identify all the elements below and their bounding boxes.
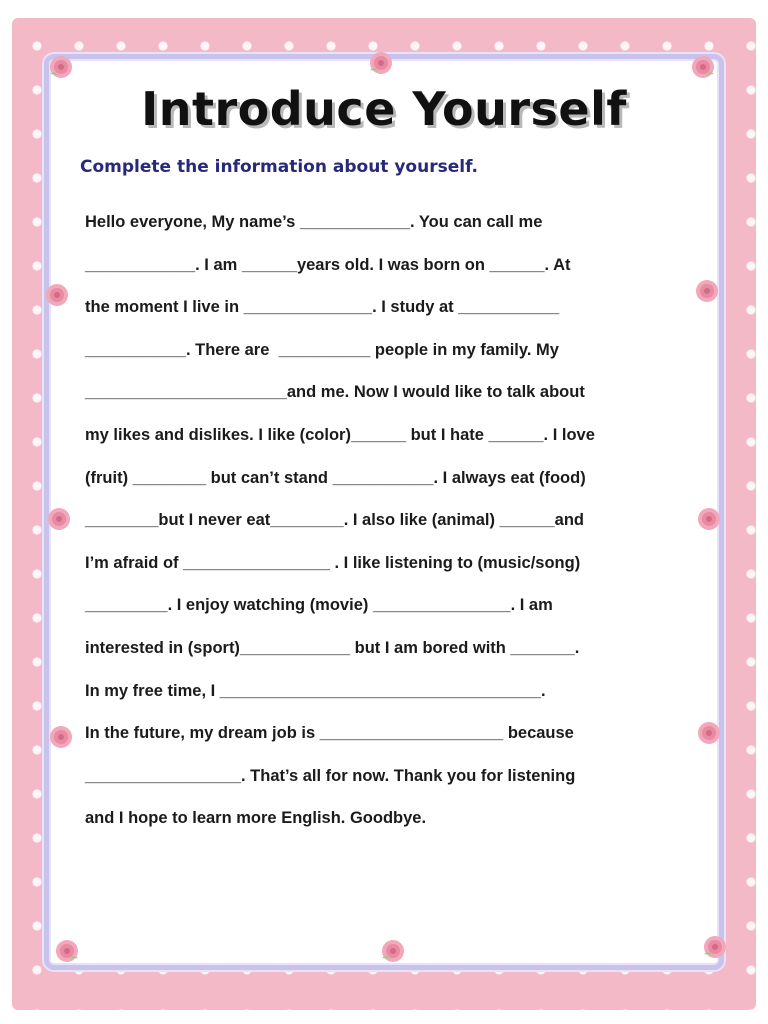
paragraph-line: In my free time, I ___________________________________.	[85, 681, 546, 700]
fill-in-paragraph	[85, 208, 705, 847]
paragraph-line: my likes and dislikes. I like (color)______ but I hate ______. I love	[85, 425, 595, 444]
paragraph-line: ________but I never eat________. I also like (animal) ______and	[85, 511, 584, 530]
paragraph-line: _________________. That’s all for now. Thank you for listening	[85, 766, 576, 785]
rose-icon	[46, 506, 72, 532]
worksheet-title: Introduce Yourself	[141, 82, 627, 136]
paragraph-line: interested in (sport)____________ but I am bored with _______.	[85, 638, 580, 657]
paragraph-line: Hello everyone, My name’s ____________. You can call me	[85, 213, 543, 231]
paragraph-line: and I hope to learn more English. Goodbye.	[85, 809, 427, 828]
paragraph-line: ____________. I am ______years old. I was born on ______. At	[85, 255, 571, 274]
rose-icon	[54, 938, 80, 964]
paragraph-line: the moment I live in ______________. I study at ___________	[85, 298, 560, 317]
rose-icon	[380, 938, 406, 964]
rose-icon	[48, 54, 74, 80]
paragraph-line: I’m afraid of ________________ . I like listening to (music/song)	[85, 553, 581, 572]
worksheet-instructions: Complete the information about yourself.	[80, 157, 478, 177]
rose-icon	[48, 724, 74, 750]
rose-icon	[368, 50, 394, 76]
rose-icon	[690, 54, 716, 80]
paragraph-line: (fruit) ________ but can’t stand ___________. I always eat (food)	[85, 468, 586, 487]
paragraph-line: ______________________and me. Now I would like to talk about	[85, 383, 585, 402]
paragraph-line: In the future, my dream job is ____________________ because	[85, 724, 574, 743]
rose-icon	[702, 934, 728, 960]
paragraph-line: ___________. There are __________ people in my family. My	[85, 340, 559, 359]
rose-icon	[44, 282, 70, 308]
paragraph-line: _________. I enjoy watching (movie) _______________. I am	[85, 596, 553, 615]
